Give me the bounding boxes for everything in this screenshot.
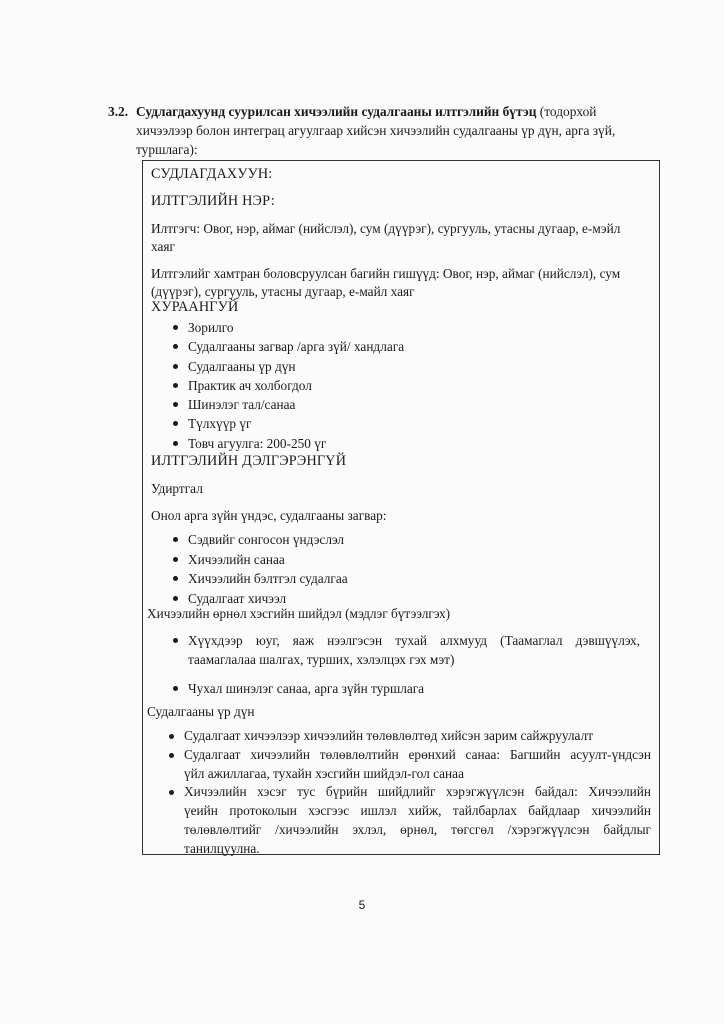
intro-label: Удиртгал — [151, 481, 203, 496]
bullet-icon — [169, 734, 174, 739]
bullet-icon — [173, 576, 178, 581]
subject-label: СУДЛАГДАХУУН: — [151, 166, 273, 182]
section-heading — [108, 102, 653, 159]
bullet-icon — [173, 344, 178, 349]
results-heading: Судалгааны үр дүн — [147, 704, 255, 719]
team-line-2: (дүүрэг), сургууль, утасны дугаар, е-майл хаяг — [151, 284, 415, 299]
theory-list — [188, 530, 348, 608]
bullet-icon — [173, 383, 178, 388]
list-item: Хичээлийн санаа — [188, 550, 348, 570]
bullet-icon — [169, 790, 174, 795]
section-title: Судлагдахуунд суурилсан хичээлийн судалгааны илтгэлийн бүтэц — [136, 104, 537, 119]
list-item: Судалгаат хичээлээр хичээлийн төлөвлөлтөд хийсэн зарим сайжруулалт — [184, 727, 651, 746]
heading-line-3: туршлага): — [136, 142, 198, 157]
section-number: 3.2. — [108, 104, 129, 119]
summary-heading: ХУРААНГУЙ — [151, 299, 239, 315]
list-item: Сэдвийг сонгосон үндэслэл — [188, 530, 348, 550]
bullet-icon — [173, 402, 178, 407]
page-number: 5 — [358, 898, 366, 912]
list-item: Шинэлэг тал/санаа — [188, 395, 404, 414]
bullet-icon — [173, 638, 178, 643]
team-line-1: Илтгэлийг хамтран боловсруулсан багийн гишүүд: Овог, нэр, аймаг (нийслэл), сум — [151, 266, 621, 281]
summary-list — [188, 318, 404, 453]
bullet-icon — [173, 686, 178, 691]
theory-label: Онол арга зүйн үндэс, судалгааны загвар: — [151, 508, 387, 523]
core-list — [188, 631, 640, 698]
list-item: Товч агуулга: 200-250 үг — [188, 434, 404, 453]
list-item: Судалгааны загвар /арга зүй/ хандлага — [188, 337, 404, 356]
bullet-icon — [169, 753, 174, 758]
list-item: Судалгаат хичээл — [188, 589, 348, 609]
list-item: Зорилго — [188, 318, 404, 337]
bullet-icon — [173, 325, 178, 330]
list-item: Практик ач холбогдол — [188, 376, 404, 395]
presenter-line-2: хаяг — [151, 239, 175, 254]
heading-line-2: хичээлээр болон интеграц агуулгаар хийсэн хичээлийн судалгааны үр дүн, арга зүй, — [136, 123, 616, 138]
heading-line-1 — [136, 102, 653, 121]
list-item: Түлхүүр үг — [188, 414, 404, 433]
list-item: Хүүхдээр юуг, яаж нээлгэсэн тухай алхмууд (Таамаглал дэвшүүлэх, таамаглалаа шалгах, турших, хэлэлцэх гэх мэт) — [188, 631, 640, 669]
heading-line-1-rest: (тодорхой — [536, 104, 597, 119]
list-item: Хичээлийн бэлтгэл судалгаа — [188, 569, 348, 589]
bullet-icon — [173, 441, 178, 446]
list-item: Судалгаат хичээлийн төлөвлөлтийн ерөнхий санаа: Багшийн асуулт-үндсэн үйл ажиллагаа, тухайн хэсгийн шийдэл-гол санаа — [184, 746, 651, 784]
report-name-label: ИЛТГЭЛИЙН НЭР: — [151, 193, 275, 209]
bullet-icon — [173, 596, 178, 601]
bullet-icon — [173, 557, 178, 562]
presenter-line-1: Илтгэгч: Овог, нэр, аймаг (нийслэл), сум (дүүрэг), сургууль, утасны дугаар, е-мэйл — [151, 221, 621, 236]
results-list — [184, 727, 651, 859]
bullet-icon — [173, 364, 178, 369]
bullet-icon — [173, 537, 178, 542]
list-item: Судалгааны үр дүн — [188, 357, 404, 376]
detail-heading: ИЛТГЭЛИЙН ДЭЛГЭРЭНГҮЙ — [151, 453, 347, 469]
bullet-icon — [173, 421, 178, 426]
list-item: Хичээлийн хэсэг тус бүрийн шийдлийг хэрэгжүүлсэн байдал: Хичээлийн үеийн протоколын хэсгээс ишлэл хийж, тайлбарлах байдлаар хичээлийн төлөвлөлтийг /хичээлийн эхлэл, өрнөл, төгсгөл /хэрэгжүүлсэн байдлыг танилцуулна. — [184, 783, 651, 858]
list-item: Чухал шинэлэг санаа, арга зүйн туршлага — [188, 679, 640, 698]
report-structure-box — [142, 160, 660, 855]
core-heading: Хичээлийн өрнөл хэсгийн шийдэл (мэдлэг бүтээлгэх) — [147, 606, 451, 621]
